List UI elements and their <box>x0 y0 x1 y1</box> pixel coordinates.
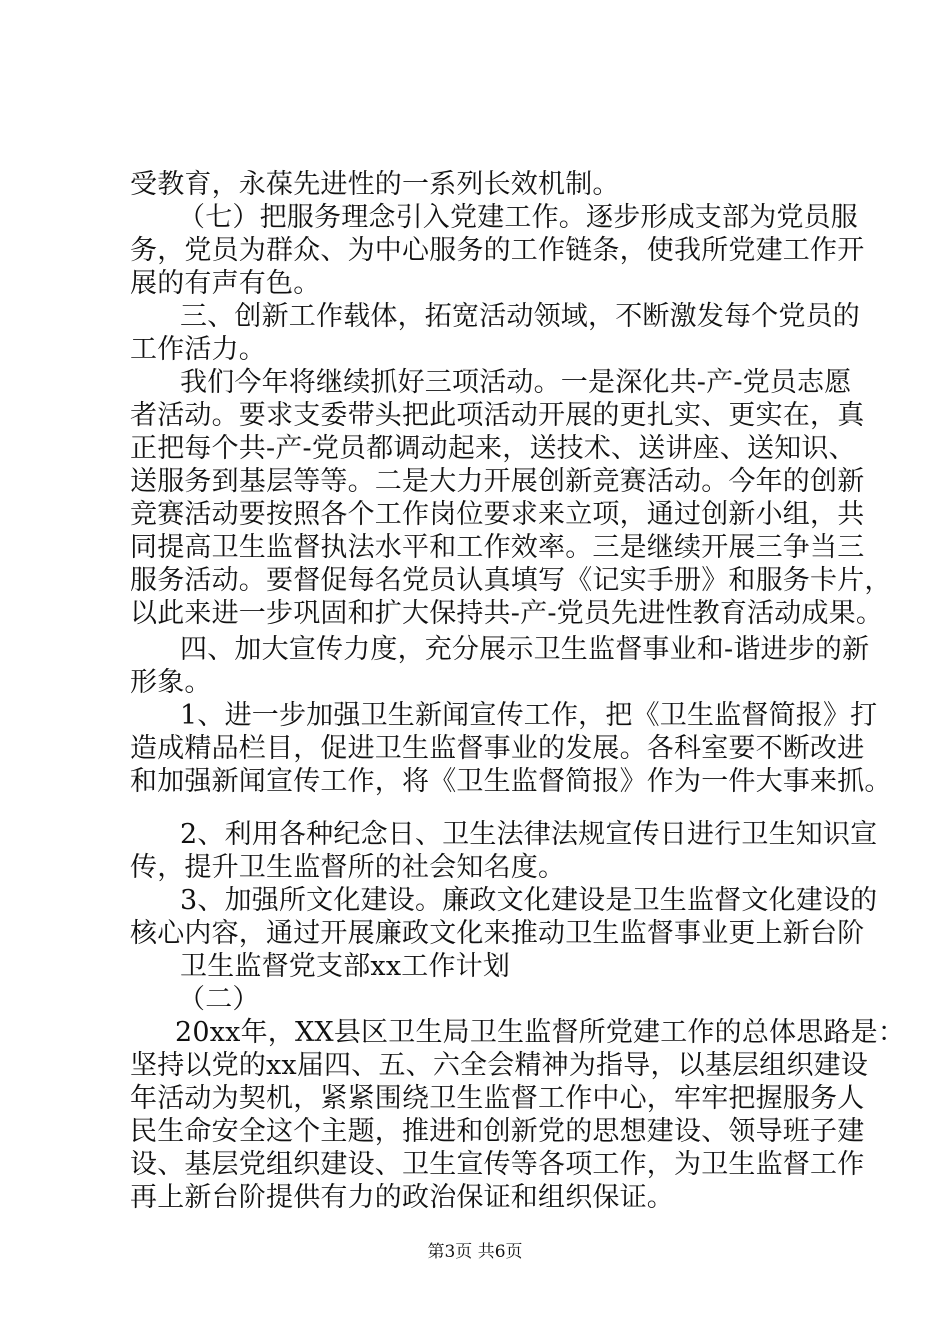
text-line: 造成精品栏目，促进卫生监督事业的发展。各科室要不断改进 <box>130 733 865 764</box>
text-line: （七）把服务理念引入党建工作。逐步形成支部为党员服 <box>178 202 858 233</box>
text-line: 2、利用各种纪念日、卫生法律法规宣传日进行卫生知识宣 <box>180 819 878 850</box>
text-line: 受教育，永葆先进性的一系列长效机制。 <box>130 169 620 200</box>
text-line: 务，党员为群众、为中心服务的工作链条，使我所党建工作开 <box>130 235 865 266</box>
page-number-footer: 第3页 共6页 <box>427 1242 523 1262</box>
text-line: 设、基层党组织建设、卫生宣传等各项工作，为卫生监督工作 <box>130 1149 865 1180</box>
text-line: 年活动为契机，紧紧围绕卫生监督工作中心，牢牢把握服务人 <box>130 1083 865 1114</box>
text-line: 卫生监督党支部xx工作计划 <box>180 951 511 982</box>
text-line: 再上新台阶提供有力的政治保证和组织保证。 <box>130 1182 674 1213</box>
text-line: 民生命安全这个主题，推进和创新党的思想建设、领导班子建 <box>130 1116 865 1147</box>
text-line: 我们今年将继续抓好三项活动。一是深化共-产-党员志愿 <box>180 367 852 398</box>
text-line: 核心内容，通过开展廉政文化来推动卫生监督事业更上新台阶 <box>130 918 865 949</box>
text-line: 传，提升卫生监督所的社会知名度。 <box>130 852 566 883</box>
text-line: 服务活动。要督促每名党员认真填写《记实手册》和服务卡片， <box>130 565 892 596</box>
text-line: 者活动。要求支委带头把此项活动开展的更扎实、更实在，真 <box>130 400 865 431</box>
text-line: 竞赛活动要按照各个工作岗位要求来立项，通过创新小组，共 <box>130 499 865 530</box>
text-line: 以此来进一步巩固和扩大保持共-产-党员先进性教育活动成果。 <box>130 598 884 629</box>
text-line: 工作活力。 <box>130 334 266 365</box>
text-line: 3、加强所文化建设。廉政文化建设是卫生监督文化建设的 <box>180 885 878 916</box>
text-line: 坚持以党的xx届四、五、六全会精神为指导，以基层组织建设 <box>130 1050 869 1081</box>
text-line: 20xx年，XX县区卫生局卫生监督所党建工作的总体思路是： <box>175 1017 906 1048</box>
text-line: 1、进一步加强卫生新闻宣传工作，把《卫生监督简报》打 <box>180 700 878 731</box>
text-line: 和加强新闻宣传工作，将《卫生监督简报》作为一件大事来抓。 <box>130 766 892 797</box>
text-line: 送服务到基层等等。二是大力开展创新竞赛活动。今年的创新 <box>130 466 865 497</box>
text-line: 形象。 <box>130 667 212 698</box>
text-line: （二） <box>178 984 260 1015</box>
text-line: 展的有声有色。 <box>130 268 321 299</box>
text-line: 四、加大宣传力度，充分展示卫生监督事业和-谐进步的新 <box>180 634 870 665</box>
text-line: 正把每个共-产-党员都调动起来，送技术、送讲座、送知识、 <box>130 433 856 464</box>
text-line: 同提高卫生监督执法水平和工作效率。三是继续开展三争当三 <box>130 532 865 563</box>
text-line: 三、创新工作载体，拓宽活动领域，不断激发每个党员的 <box>180 301 860 332</box>
